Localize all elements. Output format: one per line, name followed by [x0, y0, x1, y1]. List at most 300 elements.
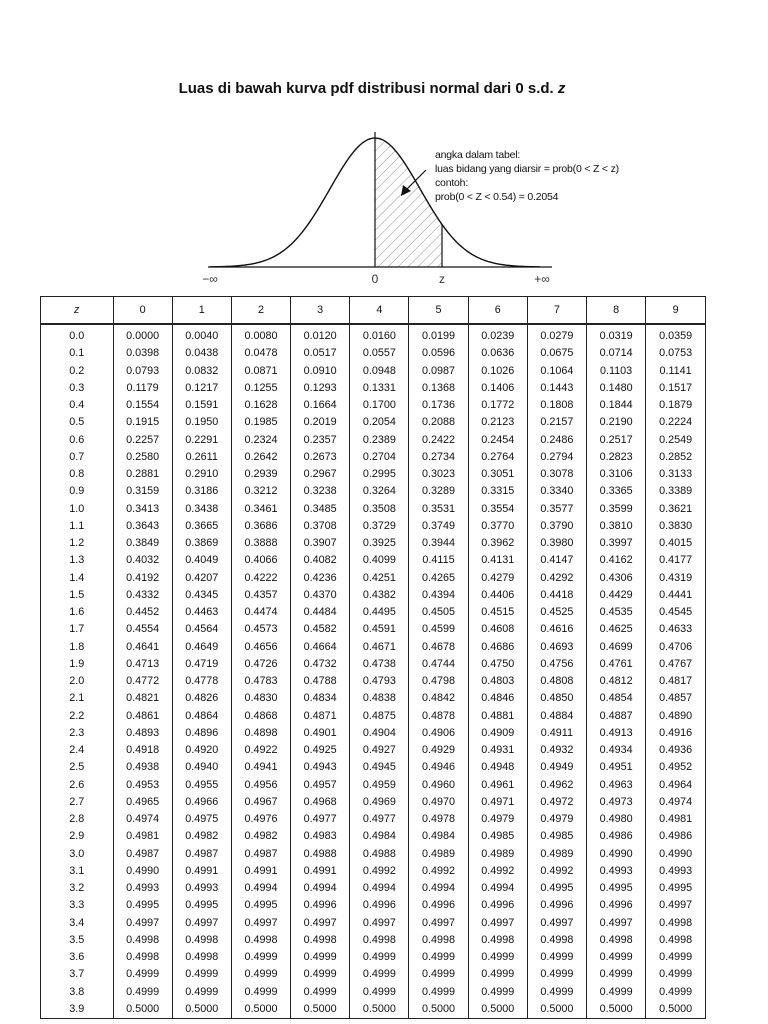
table-cell: 0.4999: [113, 966, 172, 983]
table-cell: 0.4940: [172, 759, 231, 776]
table-cell: 0.5000: [172, 1001, 231, 1018]
table-cell: 0.3790: [527, 518, 586, 535]
table-cell: 0.4932: [527, 742, 586, 759]
table-cell: 0.4983: [291, 828, 350, 845]
table-cell: 0.4767: [646, 656, 705, 673]
table-row: [41, 570, 705, 587]
table-cell: 0.4582: [291, 621, 350, 638]
table-cell: 0.4599: [409, 621, 468, 638]
table-cell: 0.3531: [409, 501, 468, 518]
table-cell: 0.4591: [350, 621, 409, 638]
table-cell: 0.1517: [646, 380, 705, 397]
table-cell: 0.4896: [172, 725, 231, 742]
table-cell: 0.4985: [468, 828, 527, 845]
table-cell: 0.1915: [113, 414, 172, 431]
table-cell: 0.3461: [231, 501, 290, 518]
table-cell: 0.4960: [409, 777, 468, 794]
table-cell: 0.4999: [231, 949, 290, 966]
table-cell: 0.3289: [409, 483, 468, 500]
table-cell: 0.4999: [646, 984, 705, 1001]
row-z-value: 3.8: [69, 985, 85, 998]
column-header: 6: [468, 297, 527, 324]
table-cell: 0.4995: [172, 897, 231, 914]
row-z-value: 0.2: [69, 364, 85, 377]
table-header-row: [41, 297, 705, 324]
table-cell: 0.0319: [587, 324, 646, 345]
table-cell: 0.4936: [646, 742, 705, 759]
z-table: [41, 297, 705, 1018]
row-z-value: 0.1: [69, 347, 85, 360]
table-row: [41, 794, 705, 811]
table-cell: 0.3365: [587, 483, 646, 500]
table-cell: 0.1443: [527, 380, 586, 397]
table-row: [41, 345, 705, 362]
table-cell: 0.4946: [409, 759, 468, 776]
table-row: [41, 708, 705, 725]
table-cell: 0.4319: [646, 570, 705, 587]
axis-label-pos-inf: +∞: [534, 272, 550, 286]
table-cell: 0.1406: [468, 380, 527, 397]
table-cell: 0.4998: [231, 932, 290, 949]
table-cell: 0.4995: [646, 880, 705, 897]
table-row: [41, 949, 705, 966]
table-cell: 0.4984: [350, 828, 409, 845]
table-cell: 0.4965: [113, 794, 172, 811]
table-cell: 0.4992: [350, 863, 409, 880]
table-cell: 0.4222: [231, 570, 290, 587]
table-cell: 0.2881: [113, 466, 172, 483]
table-cell: 0.4207: [172, 570, 231, 587]
table-cell: 0.3438: [172, 501, 231, 518]
table-cell: 0.2019: [291, 414, 350, 431]
table-cell: 0.4992: [527, 863, 586, 880]
table-cell: 0.5000: [350, 1001, 409, 1018]
table-cell: 0.4995: [587, 880, 646, 897]
table-cell: 0.4996: [409, 897, 468, 914]
annotation-line: contoh:: [435, 177, 469, 189]
table-row: [41, 414, 705, 431]
table-cell: 0.4986: [646, 828, 705, 845]
table-cell: 0.0636: [468, 345, 527, 362]
table-cell: 0.4049: [172, 552, 231, 569]
table-cell: 0.4993: [113, 880, 172, 897]
table-cell: 0.3577: [527, 501, 586, 518]
table-cell: 0.4941: [231, 759, 290, 776]
table-cell: 0.4988: [291, 846, 350, 863]
table-cell: 0.4999: [409, 966, 468, 983]
table-cell: 0.2486: [527, 432, 586, 449]
table-cell: 0.3508: [350, 501, 409, 518]
axis-label-zero: 0: [371, 272, 379, 286]
table-cell: 0.4996: [350, 897, 409, 914]
table-cell: 0.0120: [291, 324, 350, 345]
table-cell: 0.2673: [291, 449, 350, 466]
table-row: [41, 449, 705, 466]
table-cell: 0.4998: [291, 932, 350, 949]
table-row: [41, 984, 705, 1001]
table-cell: 0.4977: [350, 811, 409, 828]
table-cell: 0.3599: [587, 501, 646, 518]
table-cell: 0.5000: [646, 1001, 705, 1018]
table-cell: 0.4713: [113, 656, 172, 673]
table-cell: 0.0753: [646, 345, 705, 362]
title-text: Luas di bawah kurva pdf distribusi normal dari 0 s.d.: [178, 80, 554, 97]
row-z-value: 0.6: [69, 433, 85, 446]
table-cell: 0.3925: [350, 535, 409, 552]
table-cell: 0.4979: [468, 811, 527, 828]
column-header: 8: [587, 297, 646, 324]
table-cell: 0.4972: [527, 794, 586, 811]
table-cell: 0.4515: [468, 604, 527, 621]
table-cell: 0.4993: [172, 880, 231, 897]
table-cell: 0.4968: [291, 794, 350, 811]
table-cell: 0.4484: [291, 604, 350, 621]
table-cell: 0.4989: [468, 846, 527, 863]
table-cell: 0.4798: [409, 673, 468, 690]
row-z-value: 2.2: [69, 709, 85, 722]
z-table-container: [40, 296, 706, 1019]
table-cell: 0.4975: [172, 811, 231, 828]
table-cell: 0.4834: [291, 690, 350, 707]
table-cell: 0.4803: [468, 673, 527, 690]
table-cell: 0.0793: [113, 363, 172, 380]
table-cell: 0.0160: [350, 324, 409, 345]
table-cell: 0.4999: [468, 966, 527, 983]
table-row: [41, 777, 705, 794]
table-cell: 0.3340: [527, 483, 586, 500]
table-cell: 0.4887: [587, 708, 646, 725]
table-cell: 0.4995: [231, 897, 290, 914]
row-z-value: 3.0: [69, 847, 85, 860]
table-cell: 0.0199: [409, 324, 468, 345]
table-cell: 0.2190: [587, 414, 646, 431]
table-cell: 0.4750: [468, 656, 527, 673]
table-row: [41, 828, 705, 845]
table-cell: 0.2088: [409, 414, 468, 431]
table-cell: 0.2910: [172, 466, 231, 483]
table-cell: 0.0557: [350, 345, 409, 362]
table-cell: 0.4418: [527, 587, 586, 604]
table-cell: 0.4997: [409, 915, 468, 932]
row-z-value: 1.8: [69, 640, 85, 653]
table-cell: 0.4664: [291, 639, 350, 656]
title-variable: z: [557, 80, 566, 97]
table-cell: 0.2852: [646, 449, 705, 466]
table-cell: 0.4564: [172, 621, 231, 638]
table-cell: 0.4998: [409, 932, 468, 949]
table-cell: 0.4904: [350, 725, 409, 742]
table-row: [41, 1001, 705, 1018]
table-cell: 0.4357: [231, 587, 290, 604]
table-cell: 0.1591: [172, 397, 231, 414]
table-cell: 0.0239: [468, 324, 527, 345]
table-cell: 0.5000: [468, 1001, 527, 1018]
table-cell: 0.1664: [291, 397, 350, 414]
table-cell: 0.1985: [231, 414, 290, 431]
table-row: [41, 639, 705, 656]
table-cell: 0.3729: [350, 518, 409, 535]
table-cell: 0.4959: [350, 777, 409, 794]
table-cell: 0.4981: [646, 811, 705, 828]
table-cell: 0.5000: [291, 1001, 350, 1018]
table-cell: 0.0040: [172, 324, 231, 345]
table-cell: 0.4996: [291, 897, 350, 914]
table-cell: 0.4573: [231, 621, 290, 638]
table-cell: 0.2123: [468, 414, 527, 431]
table-cell: 0.4616: [527, 621, 586, 638]
table-cell: 0.4990: [113, 863, 172, 880]
table-cell: 0.2454: [468, 432, 527, 449]
row-z-value: 0.9: [69, 485, 85, 498]
table-cell: 0.0438: [172, 345, 231, 362]
table-cell: 0.4987: [231, 846, 290, 863]
table-cell: 0.1628: [231, 397, 290, 414]
table-cell: 0.4332: [113, 587, 172, 604]
table-cell: 0.0279: [527, 324, 586, 345]
table-cell: 0.4693: [527, 639, 586, 656]
table-cell: 0.4952: [646, 759, 705, 776]
table-cell: 0.3830: [646, 518, 705, 535]
table-cell: 0.4999: [350, 984, 409, 1001]
table-cell: 0.4997: [231, 915, 290, 932]
table-cell: 0.4997: [527, 915, 586, 932]
table-cell: 0.4808: [527, 673, 586, 690]
table-row: [41, 501, 705, 518]
table-row: [41, 552, 705, 569]
table-cell: 0.4756: [527, 656, 586, 673]
table-cell: 0.1736: [409, 397, 468, 414]
table-cell: 0.1179: [113, 380, 172, 397]
table-row: [41, 759, 705, 776]
table-cell: 0.2257: [113, 432, 172, 449]
table-cell: 0.1554: [113, 397, 172, 414]
table-cell: 0.4996: [527, 897, 586, 914]
table-cell: 0.1480: [587, 380, 646, 397]
table-cell: 0.4982: [231, 828, 290, 845]
table-cell: 0.4913: [587, 725, 646, 742]
table-cell: 0.3621: [646, 501, 705, 518]
row-z-value: 1.3: [69, 554, 85, 567]
table-cell: 0.4474: [231, 604, 290, 621]
table-cell: 0.3023: [409, 466, 468, 483]
table-cell: 0.4429: [587, 587, 646, 604]
table-cell: 0.4984: [409, 828, 468, 845]
table-cell: 0.4761: [587, 656, 646, 673]
column-header: 5: [409, 297, 468, 324]
table-cell: 0.4854: [587, 690, 646, 707]
table-cell: 0.5000: [587, 1001, 646, 1018]
table-cell: 0.1255: [231, 380, 290, 397]
row-z-value: 0.4: [69, 399, 85, 411]
table-row: [41, 656, 705, 673]
row-z-value: 2.3: [69, 726, 85, 739]
table-cell: 0.3106: [587, 466, 646, 483]
table-cell: 0.4992: [468, 863, 527, 880]
table-cell: 0.4974: [113, 811, 172, 828]
table-cell: 0.2764: [468, 449, 527, 466]
table-cell: 0.4251: [350, 570, 409, 587]
table-cell: 0.2967: [291, 466, 350, 483]
table-cell: 0.4962: [527, 777, 586, 794]
table-cell: 0.4994: [231, 880, 290, 897]
table-cell: 0.4783: [231, 673, 290, 690]
table-cell: 0.2734: [409, 449, 468, 466]
table-cell: 0.4505: [409, 604, 468, 621]
table-cell: 0.4981: [113, 828, 172, 845]
table-row: [41, 483, 705, 500]
table-cell: 0.4998: [172, 932, 231, 949]
table-cell: 0.4951: [587, 759, 646, 776]
table-cell: 0.5000: [527, 1001, 586, 1018]
table-cell: 0.4999: [527, 984, 586, 1001]
table-cell: 0.3686: [231, 518, 290, 535]
row-z-value: 3.7: [69, 968, 85, 981]
row-z-value: 0.3: [69, 381, 85, 394]
table-cell: 0.4974: [646, 794, 705, 811]
table-cell: 0.3810: [587, 518, 646, 535]
table-cell: 0.4898: [231, 725, 290, 742]
table-row: [41, 742, 705, 759]
table-cell: 0.4826: [172, 690, 231, 707]
column-header: 0: [113, 297, 172, 324]
table-row: [41, 466, 705, 483]
page-title: [0, 80, 744, 97]
table-cell: 0.4999: [409, 984, 468, 1001]
table-cell: 0.4985: [527, 828, 586, 845]
table-cell: 0.5000: [409, 1001, 468, 1018]
table-cell: 0.4850: [527, 690, 586, 707]
table-cell: 0.4738: [350, 656, 409, 673]
table-cell: 0.4641: [113, 639, 172, 656]
row-z-value: 0.5: [69, 416, 85, 429]
table-cell: 0.4922: [231, 742, 290, 759]
table-cell: 0.4998: [468, 932, 527, 949]
table-cell: 0.4918: [113, 742, 172, 759]
table-cell: 0.3665: [172, 518, 231, 535]
row-z-value: 3.1: [69, 864, 85, 877]
table-cell: 0.4649: [172, 639, 231, 656]
table-cell: 0.4821: [113, 690, 172, 707]
table-cell: 0.3708: [291, 518, 350, 535]
table-cell: 0.4131: [468, 552, 527, 569]
table-cell: 0.4916: [646, 725, 705, 742]
table-cell: 0.4998: [646, 932, 705, 949]
table-row: [41, 432, 705, 449]
table-cell: 0.4997: [350, 915, 409, 932]
table-cell: 0.4279: [468, 570, 527, 587]
table-cell: 0.4964: [646, 777, 705, 794]
table-row: [41, 397, 705, 414]
table-cell: 0.4987: [113, 846, 172, 863]
table-cell: 0.4292: [527, 570, 586, 587]
table-cell: 0.4999: [468, 984, 527, 1001]
table-cell: 0.4192: [113, 570, 172, 587]
table-cell: 0.4830: [231, 690, 290, 707]
table-cell: 0.4976: [231, 811, 290, 828]
table-cell: 0.4906: [409, 725, 468, 742]
table-cell: 0.0398: [113, 345, 172, 362]
table-cell: 0.2224: [646, 414, 705, 431]
table-row: [41, 897, 705, 914]
table-cell: 0.0871: [231, 363, 290, 380]
table-cell: 0.4370: [291, 587, 350, 604]
table-cell: 0.4999: [587, 966, 646, 983]
table-cell: 0.3907: [291, 535, 350, 552]
row-z-value: 1.9: [69, 657, 85, 670]
table-cell: 0.4545: [646, 604, 705, 621]
table-cell: 0.4678: [409, 639, 468, 656]
table-row: [41, 725, 705, 742]
table-cell: 0.4991: [172, 863, 231, 880]
table-cell: 0.4890: [646, 708, 705, 725]
table-cell: 0.3997: [587, 535, 646, 552]
table-cell: 0.4971: [468, 794, 527, 811]
annotation-line: prob(0 < Z < 0.54) = 0.2054: [435, 191, 559, 203]
table-cell: 0.4997: [468, 915, 527, 932]
table-cell: 0.0987: [409, 363, 468, 380]
table-cell: 0.4099: [350, 552, 409, 569]
table-cell: 0.4943: [291, 759, 350, 776]
table-cell: 0.4909: [468, 725, 527, 742]
table-cell: 0.2389: [350, 432, 409, 449]
table-cell: 0.4306: [587, 570, 646, 587]
table-cell: 0.4999: [409, 949, 468, 966]
table-cell: 0.0478: [231, 345, 290, 362]
table-cell: 0.0080: [231, 324, 290, 345]
table-cell: 0.3315: [468, 483, 527, 500]
table-cell: 0.3186: [172, 483, 231, 500]
table-cell: 0.4032: [113, 552, 172, 569]
table-cell: 0.4948: [468, 759, 527, 776]
table-cell: 0.4744: [409, 656, 468, 673]
table-cell: 0.4934: [587, 742, 646, 759]
table-cell: 0.4969: [350, 794, 409, 811]
table-cell: 0.4938: [113, 759, 172, 776]
row-z-value: 3.2: [69, 882, 85, 894]
shaded-area: [375, 138, 442, 267]
table-cell: 0.3264: [350, 483, 409, 500]
table-cell: 0.4956: [231, 777, 290, 794]
table-cell: 0.4997: [646, 897, 705, 914]
table-cell: 0.4177: [646, 552, 705, 569]
table-row: [41, 673, 705, 690]
table-cell: 0.4994: [291, 880, 350, 897]
table-cell: 0.4997: [113, 915, 172, 932]
table-cell: 0.4945: [350, 759, 409, 776]
table-cell: 0.4973: [587, 794, 646, 811]
table-cell: 0.4999: [231, 966, 290, 983]
table-cell: 0.3749: [409, 518, 468, 535]
table-cell: 0.0000: [113, 324, 172, 345]
table-cell: 0.4345: [172, 587, 231, 604]
table-body: [41, 324, 705, 1018]
table-cell: 0.4842: [409, 690, 468, 707]
table-cell: 0.0910: [291, 363, 350, 380]
table-cell: 0.4994: [468, 880, 527, 897]
table-cell: 0.4999: [172, 984, 231, 1001]
table-cell: 0.3869: [172, 535, 231, 552]
table-cell: 0.4998: [646, 915, 705, 932]
table-cell: 0.2549: [646, 432, 705, 449]
figure-annotation: [435, 148, 619, 204]
table-cell: 0.4998: [587, 932, 646, 949]
row-z-value: 2.4: [69, 744, 85, 756]
table-cell: 0.3944: [409, 535, 468, 552]
table-cell: 0.2995: [350, 466, 409, 483]
table-cell: 0.0714: [587, 345, 646, 362]
table-cell: 0.4999: [291, 984, 350, 1001]
table-cell: 0.3238: [291, 483, 350, 500]
